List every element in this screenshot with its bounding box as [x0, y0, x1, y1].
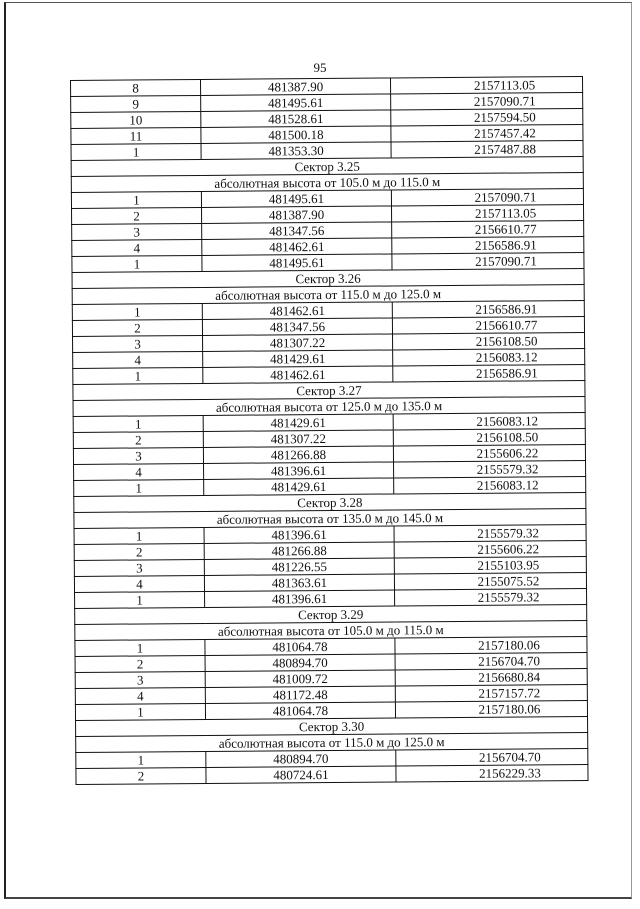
y-coordinate: 2155579.32	[394, 524, 586, 542]
point-number: 1	[73, 415, 203, 432]
y-coordinate: 2155103.95	[394, 556, 586, 574]
x-coordinate: 481495.61	[202, 254, 392, 271]
point-number: 4	[72, 239, 202, 256]
y-coordinate: 2157157.72	[395, 684, 587, 702]
y-coordinate: 2156083.12	[393, 412, 585, 430]
y-coordinate: 2155579.32	[394, 460, 586, 478]
point-number: 1	[72, 303, 202, 320]
point-number: 3	[73, 447, 203, 464]
point-number: 1	[76, 751, 206, 768]
y-coordinate: 2155579.32	[395, 588, 587, 606]
sector-title: Сектор 3.26	[72, 268, 584, 288]
x-coordinate: 481387.90	[202, 206, 392, 223]
y-coordinate: 2156610.77	[392, 316, 584, 334]
point-number: 1	[75, 591, 205, 608]
y-coordinate: 2157180.06	[395, 700, 587, 718]
point-number: 4	[73, 351, 203, 368]
point-number: 1	[74, 527, 204, 544]
y-coordinate: 2155075.52	[394, 572, 586, 590]
point-number: 2	[73, 431, 203, 448]
point-number: 4	[74, 575, 204, 592]
x-coordinate: 481462.61	[203, 366, 393, 383]
point-number: 1	[75, 639, 205, 656]
point-number: 2	[76, 767, 206, 784]
y-coordinate: 2157113.05	[390, 76, 582, 94]
sector-altitude: абсолютная высота от 125.0 м до 135.0 м	[73, 396, 585, 416]
y-coordinate: 2156704.70	[396, 748, 588, 766]
x-coordinate: 481266.88	[203, 446, 393, 463]
point-number: 11	[71, 127, 201, 144]
x-coordinate: 481353.30	[201, 142, 391, 159]
y-coordinate: 2155606.22	[393, 444, 585, 462]
point-number: 10	[71, 111, 201, 128]
y-coordinate: 2156108.50	[393, 428, 585, 446]
x-coordinate: 481387.90	[200, 78, 390, 95]
y-coordinate: 2157180.06	[395, 636, 587, 654]
x-coordinate: 480894.70	[205, 654, 395, 671]
y-coordinate: 2156610.77	[392, 220, 584, 238]
x-coordinate: 481495.61	[201, 190, 391, 207]
x-coordinate: 481064.78	[205, 702, 395, 719]
x-coordinate: 481528.61	[201, 110, 391, 127]
point-number: 1	[74, 479, 204, 496]
y-coordinate: 2157457.42	[391, 124, 583, 142]
point-number: 3	[74, 559, 204, 576]
point-number: 2	[72, 207, 202, 224]
y-coordinate: 2157090.71	[391, 92, 583, 110]
x-coordinate: 481396.61	[204, 462, 394, 479]
y-coordinate: 2156704.70	[395, 652, 587, 670]
x-coordinate: 481429.61	[203, 350, 393, 367]
y-coordinate: 2155606.22	[394, 540, 586, 558]
sector-altitude: абсолютная высота от 115.0 м до 125.0 м	[76, 732, 588, 752]
sector-altitude: абсолютная высота от 115.0 м до 125.0 м	[72, 284, 584, 304]
sector-altitude: абсолютная высота от 105.0 м до 115.0 м	[71, 172, 583, 192]
x-coordinate: 481462.61	[202, 238, 392, 255]
sector-title: Сектор 3.25	[71, 156, 583, 176]
page-number: 95	[313, 60, 327, 75]
y-coordinate: 2156083.12	[393, 348, 585, 366]
point-number: 2	[75, 655, 205, 672]
y-coordinate: 2157113.05	[391, 204, 583, 222]
y-coordinate: 2156586.91	[392, 236, 584, 254]
sector-title: Сектор 3.28	[74, 492, 586, 512]
x-coordinate: 481462.61	[202, 302, 392, 319]
x-coordinate: 481266.88	[204, 542, 394, 559]
x-coordinate: 481172.48	[205, 686, 395, 703]
point-number: 2	[72, 319, 202, 336]
point-number: 3	[72, 223, 202, 240]
x-coordinate: 480894.70	[206, 750, 396, 767]
y-coordinate: 2156108.50	[393, 332, 585, 350]
x-coordinate: 481396.61	[205, 590, 395, 607]
x-coordinate: 481009.72	[205, 670, 395, 687]
y-coordinate: 2156680.84	[395, 668, 587, 686]
x-coordinate: 481347.56	[202, 318, 392, 335]
sector-altitude: абсолютная высота от 105.0 м до 115.0 м	[75, 620, 587, 640]
y-coordinate: 2156229.33	[396, 764, 588, 782]
x-coordinate: 481429.61	[204, 478, 394, 495]
y-coordinate: 2157594.50	[391, 108, 583, 126]
y-coordinate: 2156586.91	[392, 300, 584, 318]
x-coordinate: 480724.61	[206, 766, 396, 783]
point-number: 9	[71, 95, 201, 112]
x-coordinate: 481307.22	[203, 334, 393, 351]
sector-title: Сектор 3.27	[73, 380, 585, 400]
point-number: 1	[71, 191, 201, 208]
point-number: 1	[72, 255, 202, 272]
x-coordinate: 481500.18	[201, 126, 391, 143]
point-number: 8	[71, 79, 201, 96]
x-coordinate: 481226.55	[204, 558, 394, 575]
point-number: 3	[75, 671, 205, 688]
sector-altitude: абсолютная высота от 135.0 м до 145.0 м	[74, 508, 586, 528]
y-coordinate: 2157090.71	[391, 188, 583, 206]
point-number: 4	[74, 463, 204, 480]
sector-title: Сектор 3.29	[75, 604, 587, 624]
y-coordinate: 2156083.12	[394, 476, 586, 494]
x-coordinate: 481396.61	[204, 526, 394, 543]
y-coordinate: 2157090.71	[392, 252, 584, 270]
y-coordinate: 2157487.88	[391, 140, 583, 158]
x-coordinate: 481363.61	[204, 574, 394, 591]
x-coordinate: 481495.61	[201, 94, 391, 111]
x-coordinate: 481429.61	[203, 414, 393, 431]
x-coordinate: 481307.22	[203, 430, 393, 447]
coordinates-table	[70, 76, 589, 785]
x-coordinate: 481064.78	[205, 638, 395, 655]
point-number: 4	[75, 687, 205, 704]
table-row	[76, 764, 588, 784]
point-number: 3	[73, 335, 203, 352]
point-number: 2	[74, 543, 204, 560]
sector-title: Сектор 3.30	[76, 716, 588, 736]
point-number: 1	[75, 703, 205, 720]
point-number: 1	[71, 143, 201, 160]
point-number: 1	[73, 367, 203, 384]
y-coordinate: 2156586.91	[393, 364, 585, 382]
x-coordinate: 481347.56	[202, 222, 392, 239]
